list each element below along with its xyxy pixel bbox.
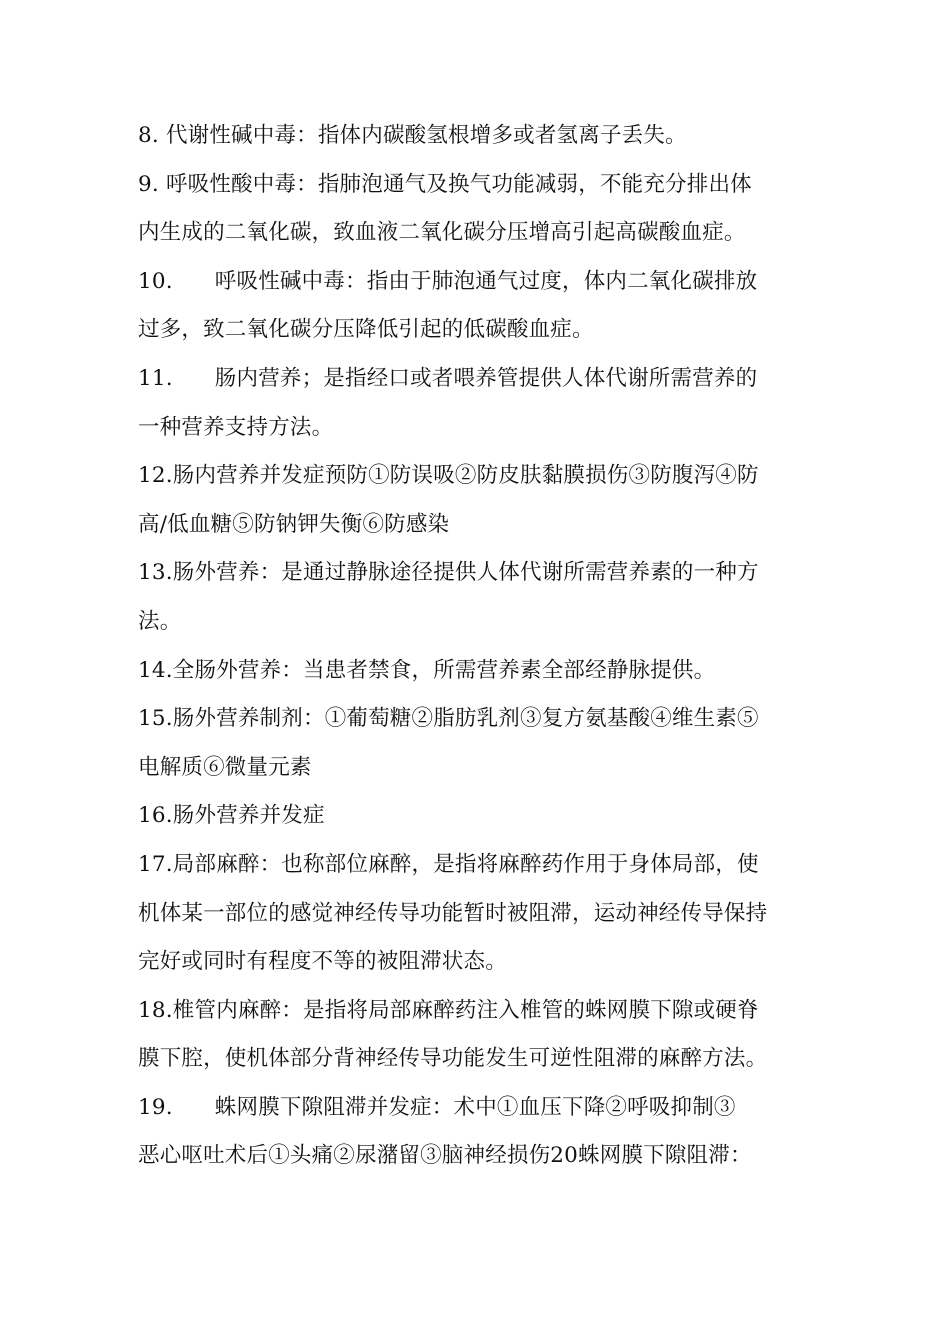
text-line	[138, 695, 828, 744]
line-text: 局部麻醉：也称部位麻醉，是指将麻醉药作用于身体局部，使	[172, 851, 759, 877]
text-line	[138, 938, 828, 987]
text-line	[138, 1132, 828, 1181]
line-text: 膜下腔，使机体部分背神经传导功能发生可逆性阻滞的麻醉方法。	[138, 1046, 768, 1072]
line-text: 蛛网膜下隙阻滞并发症：术中①血压下降②呼吸抑制③	[214, 1094, 736, 1120]
item-number: 18.	[138, 997, 173, 1023]
line-text: 电解质⑥微量元素	[138, 754, 312, 780]
item-number: 13.	[138, 560, 173, 586]
line-text: 肠内营养并发症预防①防误吸②防皮肤黏膜损伤③防腹泻④防	[172, 463, 759, 489]
line-text: 恶心呕吐术后①头痛②尿潴留③脑神经损伤20蛛网膜下隙阻滞：	[138, 1143, 752, 1169]
line-text: 肠外营养并发症	[172, 803, 325, 829]
line-text: 代谢性碱中毒：指体内碳酸氢根增多或者氢离子丢失。	[158, 123, 687, 148]
text-line	[138, 355, 828, 404]
line-text: 肠外营养：是通过静脉途径提供人体代谢所需营养素的一种方	[172, 560, 759, 586]
line-text: 呼吸性碱中毒：指由于肺泡通气过度，体内二氧化碳排放	[214, 268, 758, 294]
text-line	[138, 744, 828, 793]
text-line	[138, 987, 828, 1036]
text-line	[138, 501, 828, 550]
line-text: 机体某一部位的感觉神经传导功能暂时被阻滞，运动神经传导保持	[138, 900, 768, 926]
line-text: 内生成的二氧化碳，致血液二氧化碳分压增高引起高碳酸血症。	[138, 220, 746, 246]
item-number: 16.	[138, 803, 173, 829]
line-text: 高/低血糖⑤防钠钾失衡⑥防感染	[138, 511, 450, 537]
text-line	[138, 112, 828, 161]
item-number: 15.	[138, 706, 173, 732]
line-text: 法。	[138, 608, 182, 634]
line-text: 过多，致二氧化碳分压降低引起的低碳酸血症。	[138, 317, 594, 343]
text-line	[138, 404, 828, 453]
item-number: 10.	[138, 268, 173, 294]
line-text: 一种营养支持方法。	[138, 414, 334, 440]
line-text: 肠内营养；是指经口或者喂养管提供人体代谢所需营养的	[214, 365, 758, 391]
item-number: 8.	[138, 123, 159, 148]
document-body	[138, 112, 828, 1181]
item-number: 9.	[138, 171, 159, 197]
text-line	[138, 452, 828, 501]
text-line	[138, 161, 828, 210]
item-number: 14.	[138, 657, 173, 683]
text-line	[138, 549, 828, 598]
line-text: 呼吸性酸中毒：指肺泡通气及换气功能减弱，不能充分排出体	[158, 171, 752, 197]
text-line	[138, 1035, 828, 1084]
text-line	[138, 890, 828, 939]
text-line	[138, 792, 828, 841]
line-text: 肠外营养制剂：①葡萄糖②脂肪乳剂③复方氨基酸④维生素⑤	[172, 706, 759, 732]
line-text: 全肠外营养：当患者禁食，所需营养素全部经静脉提供。	[172, 657, 716, 683]
line-text: 椎管内麻醉：是指将局部麻醉药注入椎管的蛛网膜下隙或硬脊	[172, 997, 759, 1023]
item-number: 12.	[138, 463, 173, 489]
text-line	[138, 647, 828, 696]
text-line	[138, 306, 828, 355]
text-line	[138, 258, 828, 307]
text-line	[138, 598, 828, 647]
text-line	[138, 1084, 828, 1133]
item-number: 19.	[138, 1094, 173, 1120]
item-number: 11.	[138, 365, 173, 391]
line-text: 完好或同时有程度不等的被阻滞状态。	[138, 949, 507, 975]
text-line	[138, 209, 828, 258]
text-line	[138, 841, 828, 890]
item-number: 17.	[138, 851, 173, 877]
